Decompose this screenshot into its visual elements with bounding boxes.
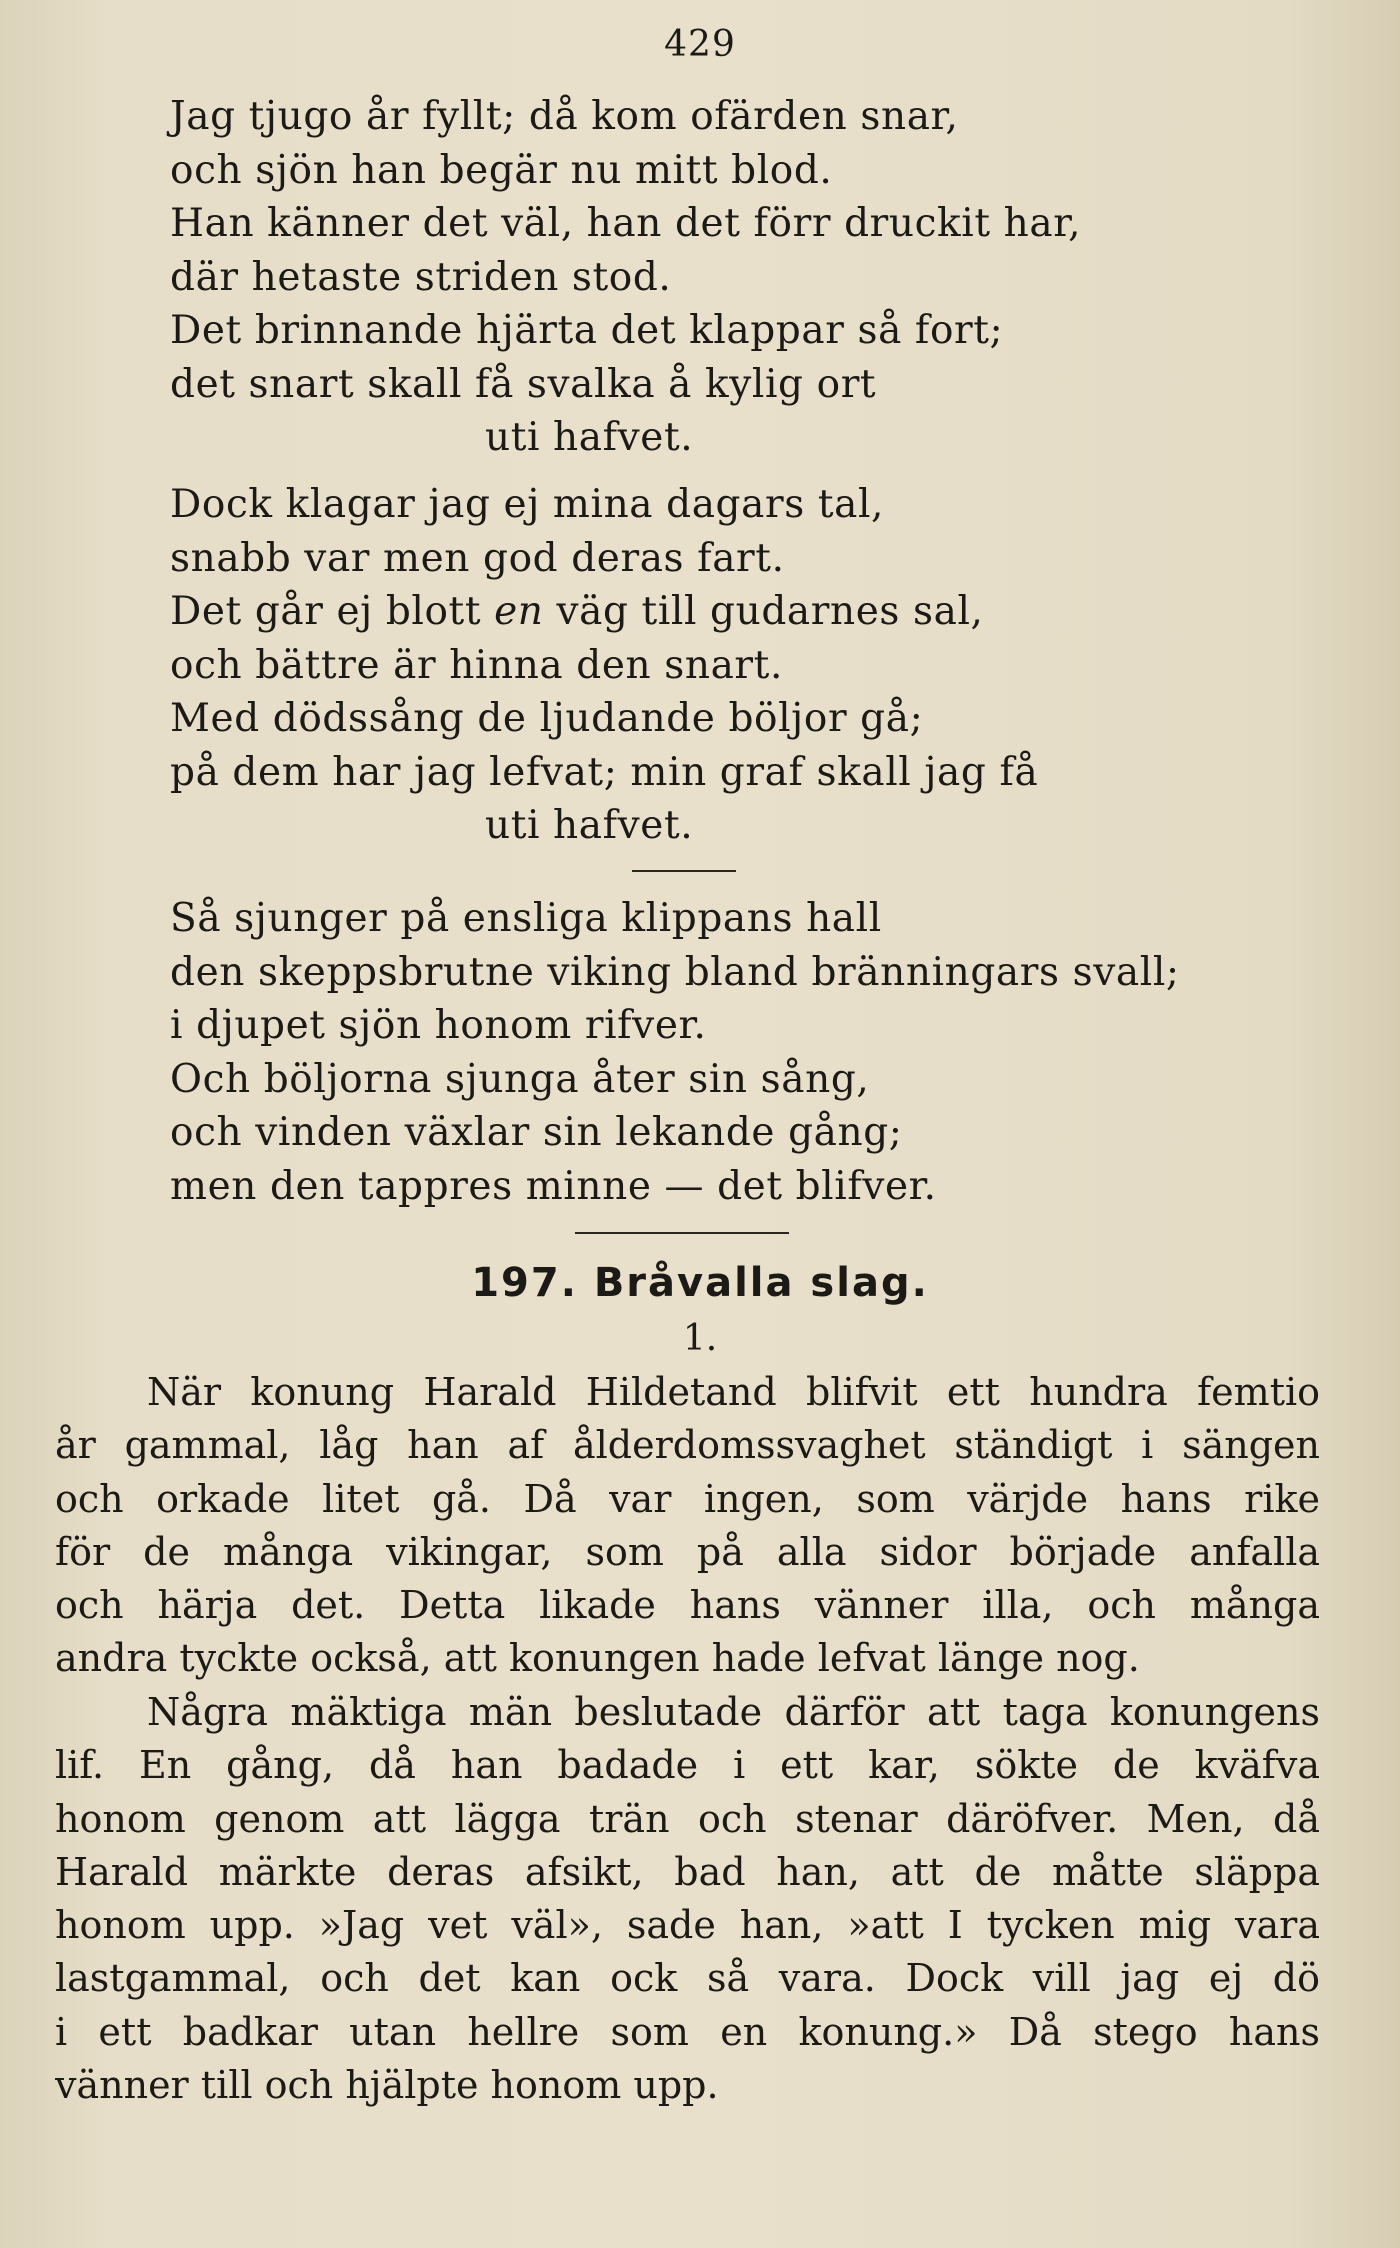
prose-line: lif. En gång, då han badade i ett kar, sökte de kväfva xyxy=(55,1743,1320,1788)
poem-line: i djupet sjön honom rifver. xyxy=(170,1003,707,1048)
poem-line: där hetaste striden stod. xyxy=(170,254,672,300)
prose-paragraph-2 xyxy=(55,1686,1320,2112)
prose-line: Harald märkte deras afsikt, bad han, att de måtte släppa xyxy=(55,1849,1320,1894)
prose-line: år gammal, låg han af ålderdomssvaghet ständigt i sängen xyxy=(55,1423,1320,1468)
poem-line: det snart skall få svalka å kylig ort xyxy=(170,361,877,407)
poem-line: Så sjunger på ensliga klippans hall xyxy=(170,896,882,941)
poem-line: Jag tjugo år fyllt; då kom ofärden snar, xyxy=(170,94,959,139)
poem-line: snabb var men god deras fart. xyxy=(170,535,785,581)
prose-line: och orkade litet gå. Då var ingen, som värjde hans rike xyxy=(55,1476,1320,1521)
page-number: 429 xyxy=(664,24,736,65)
poem-line: Det brinnande hjärta det klappar så fort; xyxy=(170,308,1004,353)
stanza-divider xyxy=(632,870,736,872)
poem-stanza-3 xyxy=(170,892,1300,1213)
poem-emphasis: en xyxy=(494,589,544,634)
section-divider xyxy=(575,1232,789,1234)
prose-line: Några mäktiga män beslutade därför att taga konungens xyxy=(147,1690,1320,1734)
prose-line: lastgammal, och det kan ock så vara. Dock vill jag ej dö xyxy=(55,1956,1320,2001)
poem-line: Och böljorna sjunga åter sin sång, xyxy=(170,1056,870,1102)
prose-line: för de många vikingar, som på alla sidor började anfalla xyxy=(55,1529,1320,1574)
poem-line: och vinden växlar sin lekande gång; xyxy=(170,1110,903,1155)
poem-line-part: Det går ej blott xyxy=(170,589,495,634)
poem-line: den skeppsbrutne viking bland bränningars svall; xyxy=(170,949,1180,995)
section-heading: 197. Bråvalla slag. xyxy=(471,1260,929,1306)
poem-line: Med dödssång de ljudande böljor gå; xyxy=(170,696,924,741)
prose-line: honom genom att lägga trän och stenar däröfver. Men, då xyxy=(55,1796,1320,1841)
prose-paragraph-1 xyxy=(55,1366,1320,1686)
poem-line: Han känner det väl, han det förr druckit har, xyxy=(170,201,1082,246)
section-subheading: 1. xyxy=(682,1318,718,1359)
prose-line: vänner till och hjälpte honom upp. xyxy=(55,2063,719,2108)
poem-stanza-2 xyxy=(170,478,1300,853)
poem-line: och bättre är hinna den snart. xyxy=(170,642,783,688)
poem-refrain: uti hafvet. xyxy=(485,803,694,848)
poem-refrain: uti hafvet. xyxy=(485,415,694,460)
poem-line: och sjön han begär nu mitt blod. xyxy=(170,147,833,193)
prose-line: När konung Harald Hildetand blifvit ett hundra femtio xyxy=(147,1370,1320,1414)
poem-line: men den tappres minne — det blifver. xyxy=(170,1163,937,1209)
prose-line: honom upp. »Jag vet väl», sade han, »att I tycken mig vara xyxy=(55,1903,1320,1948)
poem-line-part: väg till gudarnes sal, xyxy=(543,589,984,634)
prose-line: och härja det. Detta likade hans vänner illa, och många xyxy=(55,1583,1320,1628)
prose-line: andra tyckte också, att konungen hade lefvat länge nog. xyxy=(55,1636,1140,1681)
poem-line: på dem har jag lefvat; min graf skall jag få xyxy=(170,749,1039,795)
poem-stanza-1 xyxy=(170,90,1300,465)
poem-line xyxy=(170,585,1300,639)
poem-line: Dock klagar jag ej mina dagars tal, xyxy=(170,482,885,527)
prose-line: i ett badkar utan hellre som en konung.» Då stego hans xyxy=(55,2009,1320,2054)
